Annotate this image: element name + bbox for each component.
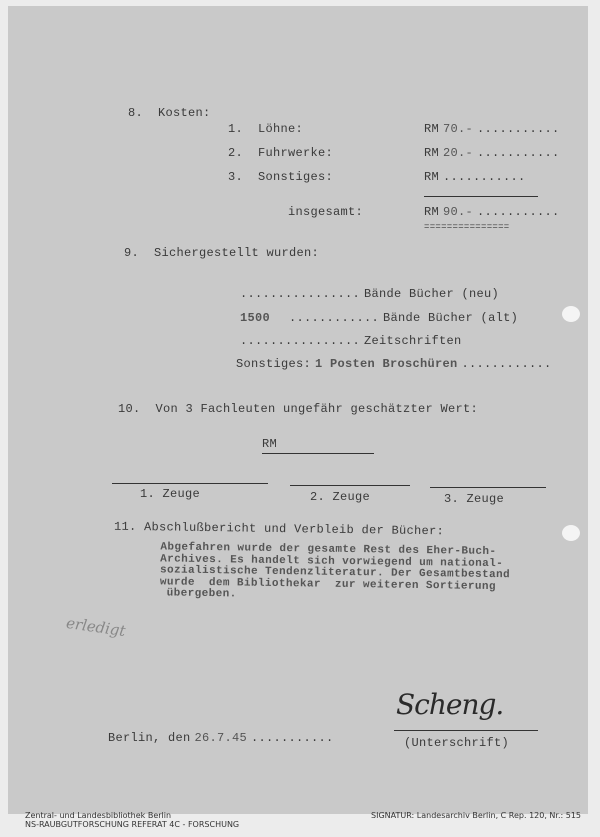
cost-currency: RM <box>424 170 440 184</box>
journals-row <box>240 334 462 348</box>
footer-department: NS-RAUBGUTFORSCHUNG REFERAT 4C - FORSCHUNG <box>25 820 240 829</box>
cost-currency: RM <box>424 122 440 136</box>
signature-line <box>394 730 538 731</box>
total-value: 90.- <box>443 205 474 219</box>
total-double-underline: =============== <box>424 222 510 232</box>
total-currency: RM <box>424 205 440 219</box>
books-new-label: Bände Bücher (neu) <box>364 287 500 301</box>
witness-3-label: 3. Zeuge <box>444 492 505 506</box>
cost-value-transport: 20.- <box>443 146 474 160</box>
section-10-title: 10. Von 3 Fachleuten ungefähr geschätzter Wert: <box>118 402 479 416</box>
cost-currency: RM <box>424 146 440 160</box>
section-9-title: 9. Sichergestellt wurden: <box>124 246 320 260</box>
journals-dots: ................ <box>240 334 361 348</box>
place-label: Berlin, den <box>108 731 191 745</box>
sum-line <box>424 196 538 197</box>
total-dots: ........... <box>477 205 560 219</box>
pencil-note: erledigt <box>65 613 127 641</box>
witness-2-label: 2. Zeuge <box>310 490 371 504</box>
books-old-dots: ............ <box>274 311 380 325</box>
total-row <box>424 205 560 219</box>
date-dots: ........... <box>251 731 334 745</box>
books-old-label: Bände Bücher (alt) <box>383 311 519 325</box>
cost-dots: ........... <box>477 146 560 160</box>
final-report-text: Abgefahren wurde der gesamte Rest des Eher-Buch- Archives. Es handelt sich vorwiegend um national- sozialistische Tendenzliteratur. Der Gesamtbestand wurde dem Bibliothekar zur weiteren Sortierung übergeben. <box>159 541 511 601</box>
other-value: 1 Posten Broschüren <box>315 357 458 371</box>
other-label: Sonstiges: <box>236 357 312 371</box>
other-row <box>236 357 552 371</box>
cost-row-transport <box>424 146 560 160</box>
punch-hole <box>562 525 580 541</box>
books-old-row <box>240 311 518 325</box>
witness-line-1 <box>112 483 268 484</box>
place-date-row <box>108 731 334 745</box>
punch-hole <box>562 306 580 322</box>
value-currency: RM <box>262 437 278 451</box>
journals-label: Zeitschriften <box>364 334 462 348</box>
cost-dots: ........... <box>443 170 526 184</box>
date-value: 26.7.45 <box>194 731 248 745</box>
other-dots: ............ <box>461 357 552 371</box>
books-new-dots: ................ <box>240 287 361 301</box>
signature-label: (Unterschrift) <box>404 736 510 750</box>
footer-signature-ref: SIGNATUR: Landesarchiv Berlin, C Rep. 120, Nr.: 515 <box>371 811 582 820</box>
books-old-value: 1500 <box>240 311 271 325</box>
cost-label-other: 3. Sonstiges: <box>228 170 334 184</box>
signature: Scheng. <box>396 688 504 721</box>
witness-line-3 <box>430 487 546 488</box>
cost-label-transport: 2. Fuhrwerke: <box>228 146 334 160</box>
cost-dots: ........... <box>477 122 560 136</box>
cost-row-wages <box>424 122 560 136</box>
cost-label-wages: 1. Löhne: <box>228 122 304 136</box>
value-line <box>262 453 374 454</box>
cost-row-other <box>424 170 526 184</box>
witness-line-2 <box>290 485 410 486</box>
books-new-row <box>240 287 499 301</box>
total-label: insgesamt: <box>288 205 364 219</box>
footer-left <box>25 811 239 829</box>
section-11-title: 11. Abschlußbericht und Verbleib der Bücher: <box>113 519 445 539</box>
footer-library: Zentral- und Landesbibliothek Berlin <box>25 811 172 820</box>
witness-1-label: 1. Zeuge <box>140 487 201 501</box>
cost-value-wages: 70.- <box>443 122 474 136</box>
section-8-title: 8. Kosten: <box>128 106 211 120</box>
